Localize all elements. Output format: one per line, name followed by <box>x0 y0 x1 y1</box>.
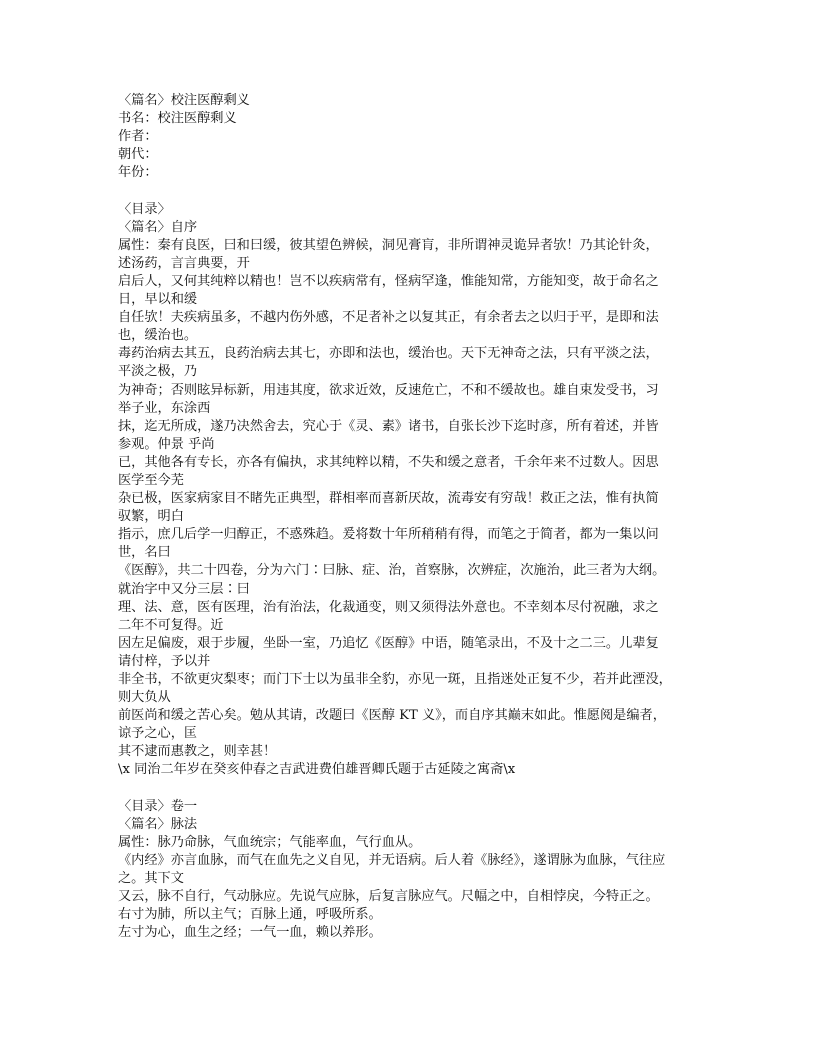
preface-line: 启后人，又何其纯粹以精也！岂不以疾病常有，怪病罕逢，惟能知常，方能知变，故于命名之 <box>118 273 659 289</box>
preface-line: 就治字中又分三层∶曰 <box>118 581 250 597</box>
preface-line: 抹，迄无所成，遂乃决然舍去，究心于《灵、素》诸书，自张长沙下迄时彦，所有着述，并皆 <box>118 418 659 434</box>
blank-line <box>118 182 718 200</box>
preface-line: 世，名曰 <box>118 545 171 561</box>
chapter-line: 属性：脉乃命脉，气血统宗；气能率血，气行血从。 <box>118 834 422 850</box>
document-page <box>118 92 718 942</box>
preface-line: 请付梓，予以并 <box>118 653 211 669</box>
preface-line: 二年不可复得。近 <box>118 617 224 633</box>
dynasty-line: 朝代： <box>118 147 158 163</box>
year-line: 年份： <box>118 165 158 181</box>
preface-line: 《医醇》，共二十四卷，分为六门∶曰脉、症、治，首察脉，次辨症，次施治，此三者为大纲。 <box>118 563 666 579</box>
preface-line: 参观。仲景 乎尚 <box>118 436 215 452</box>
preface-line: 平淡之极，乃 <box>118 364 198 380</box>
chapter-toc-line: 〈目录〉卷一 <box>118 798 198 814</box>
preface-line: 毒药治病去其五，良药治病去其七，亦即和法也，缓治也。天下无神奇之法，只有平淡之法， <box>118 346 659 362</box>
preface-line: 理、法、意，医有医理，治有治法，化裁通变，则又须得法外意也。不幸刻本尽付祝融，求之 <box>118 599 659 615</box>
preface-line: 指示，庶几后学一归醇正，不惑殊趋。爰将数十年所稍稍有得，而笔之于简者，都为一集以问 <box>118 527 659 543</box>
preface-line: 驭繁，明白 <box>118 509 184 525</box>
preface-title-line: 〈篇名〉自序 <box>118 219 198 235</box>
book-name-line: 书名：校注医醇剩义 <box>118 111 237 127</box>
preface-line: 前医尚和缓之苦心矣。勉从其请，改题曰《医醇 KT 义》，而自序其巅末如此。惟愿阅是编者， <box>118 708 666 724</box>
preface-line: 属性：秦有良医，曰和曰缓，彼其望色辨候，洞见膏肓，非所谓神灵诡异者欤！乃其论针灸， <box>118 237 659 253</box>
chapter-title-line: 〈篇名〉脉法 <box>118 816 198 832</box>
preface-line: 则大负从 <box>118 690 171 706</box>
preface-line: 举子业，东涂西 <box>118 400 211 416</box>
preface-line: 医学至今芜 <box>118 472 184 488</box>
chapter-line: 之。其下文 <box>118 871 184 887</box>
preface-line: 其不逮而惠教之，则幸甚！ <box>118 744 277 760</box>
document-title-line: 〈篇名〉校注医醇剩义 <box>118 93 250 108</box>
preface-line: 日，早以和缓 <box>118 292 198 308</box>
preface-line: 述汤药，言言典要，开 <box>118 255 250 271</box>
preface-line: 非全书，不欲更灾梨枣；而门下士以为虽非全豹，亦见一斑，且指迷处正复不少，若并此湮没， <box>118 672 672 687</box>
toc-marker: 〈目录〉 <box>118 201 171 217</box>
preface-line: 因左足偏废，艰于步履，坐卧一室，乃追忆《医醇》中语，随笔录出，不及十之二三。儿辈复 <box>118 635 659 651</box>
chapter-line: 又云，脉不自行，气动脉应。先说气应脉，后复言脉应气。尺幅之中，自相悖戾，今特正之。 <box>118 889 659 905</box>
preface-line: 杂已极，医家病家目不睹先正典型，群相率而喜新厌故，流毒安有穷哉！救正之法，惟有执简 <box>118 491 659 507</box>
chapter-line: 右寸为肺，所以主气；百脉上通，呼吸所系。 <box>118 907 382 923</box>
chapter-line: 《内经》亦言血脉，而气在血先之义自见，并无语病。后人着《脉经》，遂谓脉为血脉，气往应 <box>118 852 666 868</box>
preface-line: 为神奇；否则眩异标新，用违其度，欲求近效，反速危亡，不和不缓故也。雄自束发受书，习 <box>118 382 659 398</box>
preface-line: 自任欤！夫疾病虽多，不越内伤外感，不足者补之以复其正，有余者去之以归于平，是即和法 <box>118 310 659 326</box>
preface-line: 也，缓治也。 <box>118 328 198 344</box>
chapter-line: 左寸为心，血生之经；一气一血，赖以养形。 <box>118 925 382 941</box>
preface-line: 谅予之心，匡 <box>118 726 198 742</box>
preface-line: 已，其他各有专长，亦各有偏执，求其纯粹以精，不失和缓之意者，千余年来不过数人。因思 <box>118 454 659 470</box>
blank-line <box>118 780 718 798</box>
preface-signature-line: \x 同治二年岁在癸亥仲春之吉武进费伯雄晋卿氏题于古延陵之寓斋\x <box>118 762 516 778</box>
author-line: 作者： <box>118 129 158 145</box>
